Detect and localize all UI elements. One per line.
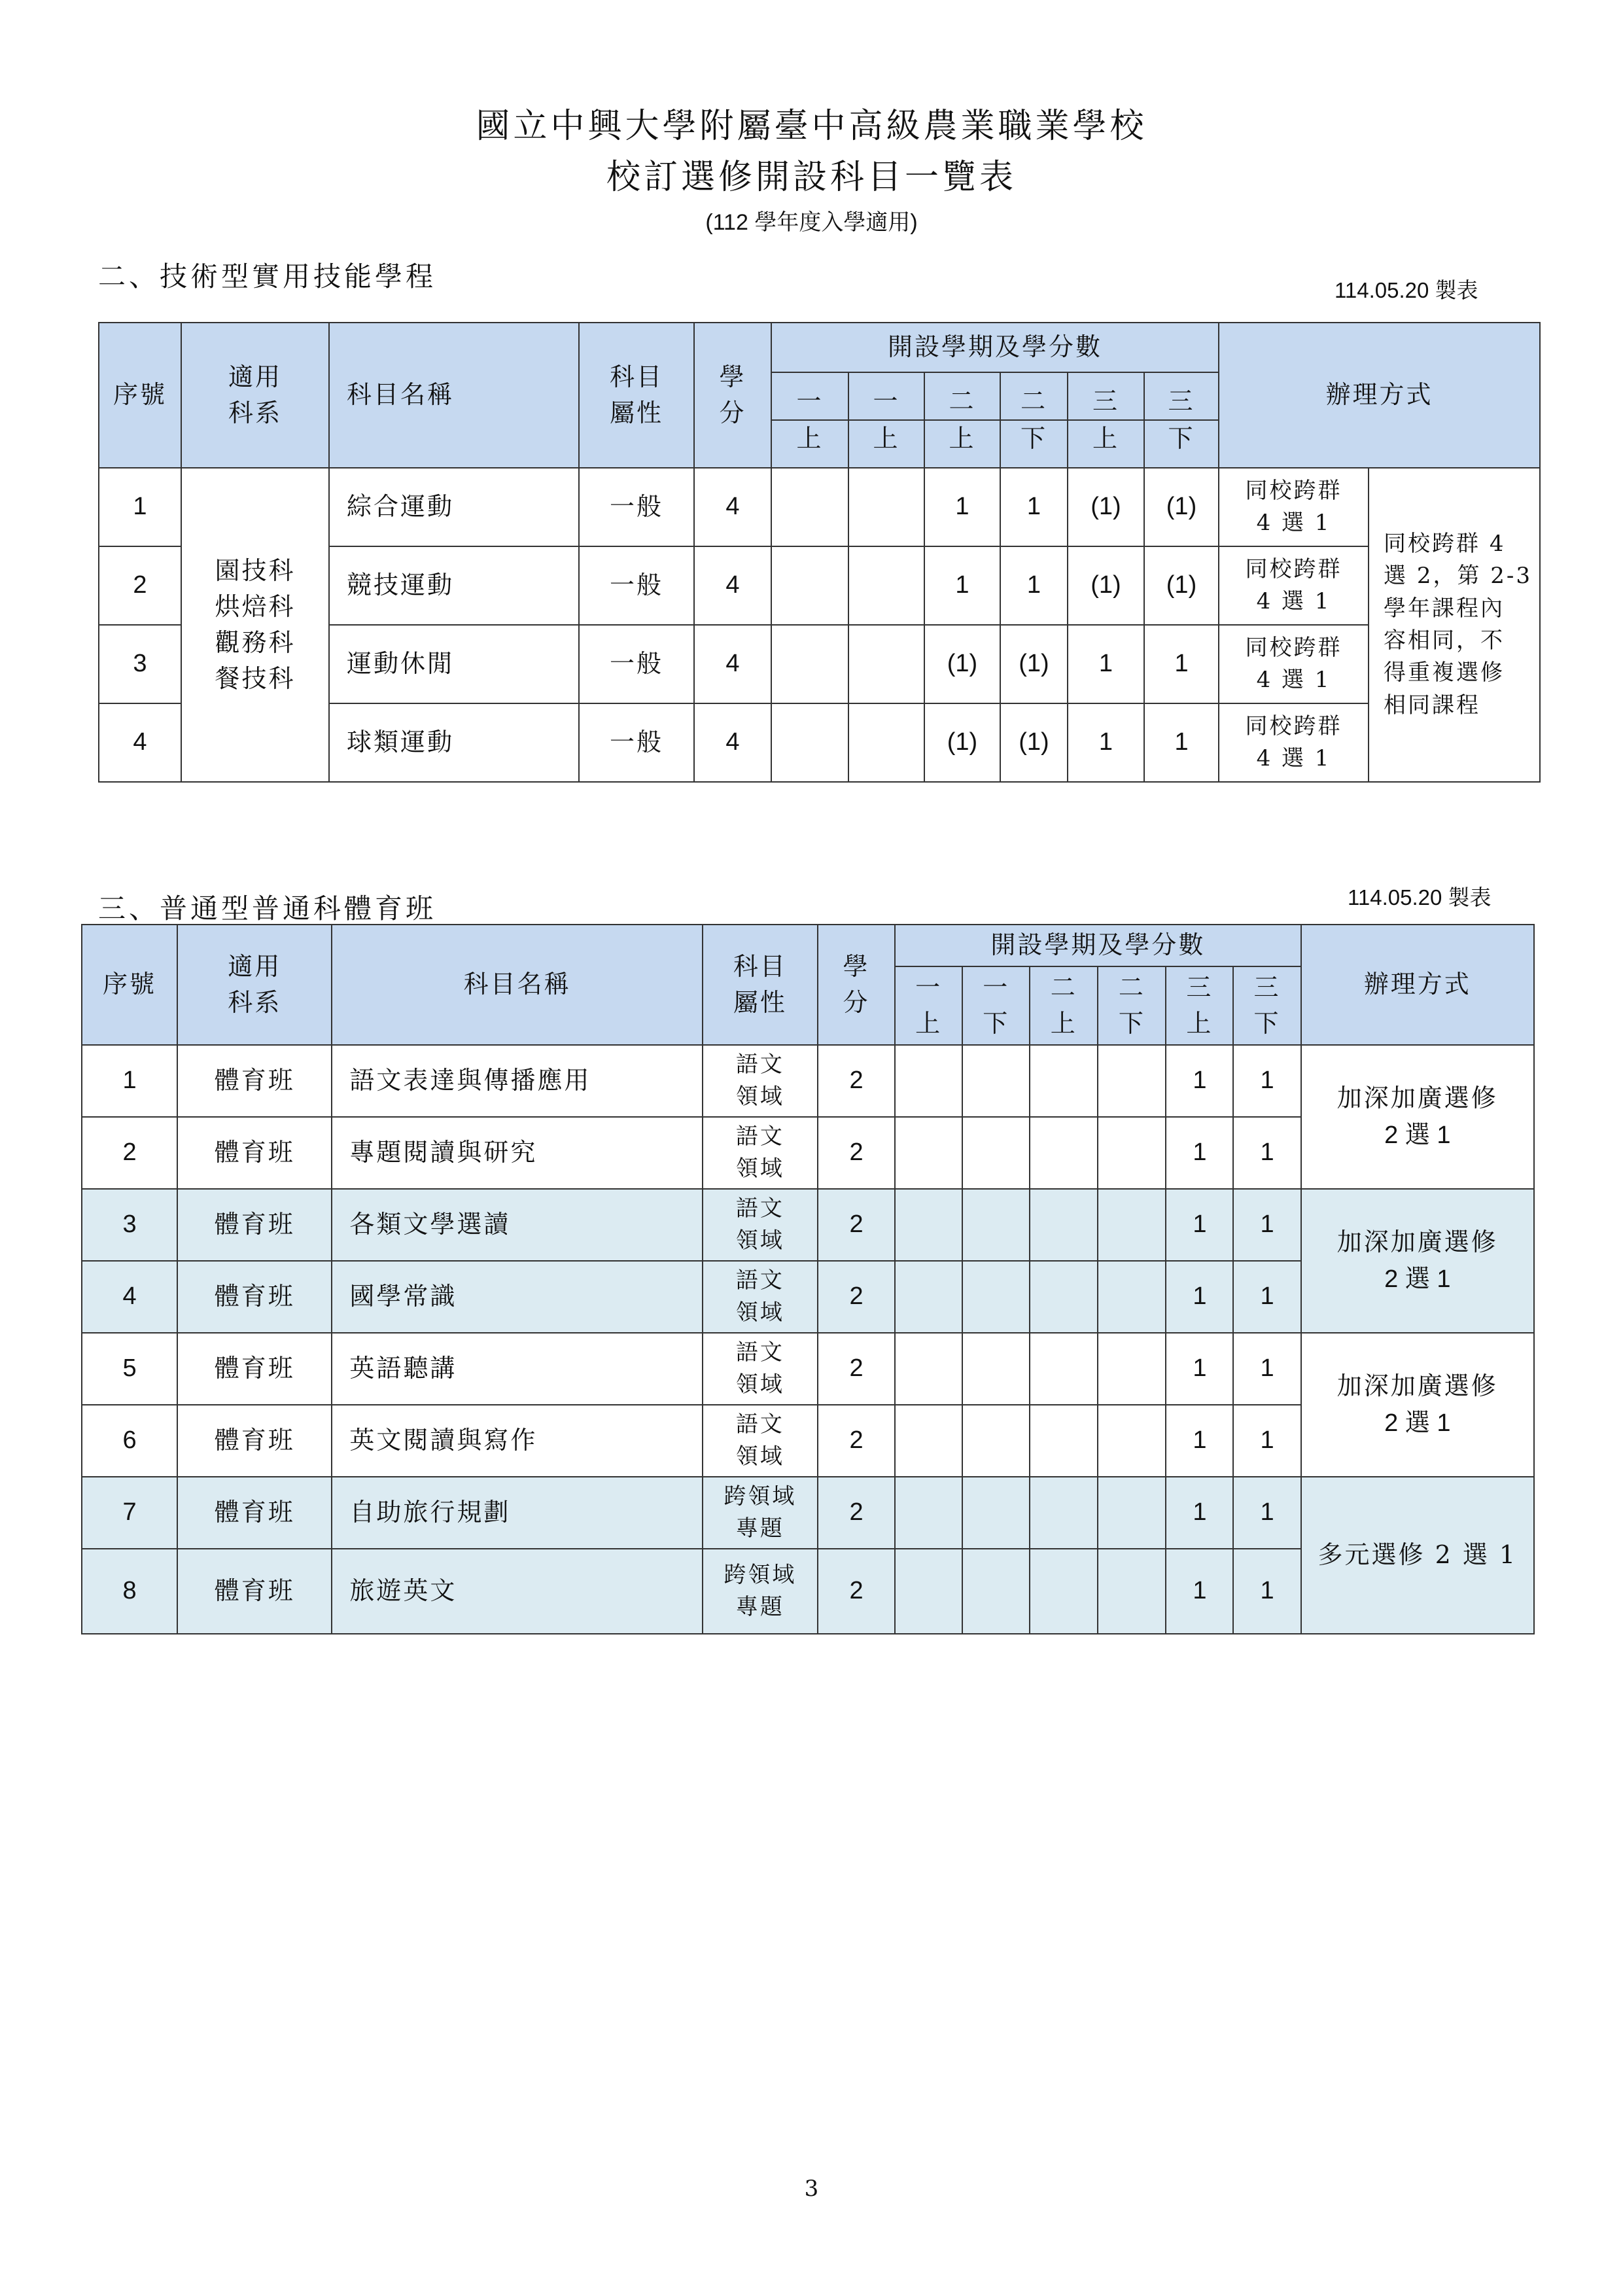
header-sem-4: 二 下 (1000, 372, 1068, 468)
header-seq: 序號 (99, 323, 181, 468)
table-row: 6 體育班 英文閱讀與寫作 語文 領域 2 1 1 (82, 1405, 1534, 1477)
header-sem-1: 一 上 (895, 966, 962, 1045)
table-row: 7 體育班 自助旅行規劃 跨領域 專題 2 1 1 多元選修 2 選 1 (82, 1477, 1534, 1549)
table-row: 3 體育班 各類文學選讀 語文 領域 2 1 1 加深加廣選修 2 選 1 (82, 1189, 1534, 1261)
header-sem-2: 一 上 (848, 372, 924, 468)
table-row: 8 體育班 旅遊英文 跨領域 專題 2 1 1 (82, 1549, 1534, 1634)
header-method: 辦理方式 (1219, 323, 1540, 468)
method-cell: 多元選修 2 選 1 (1301, 1477, 1534, 1634)
table-row: 3 運動休閒 一般 4 (1) (1) 1 1 同校跨群 4 選 1 (99, 625, 1540, 703)
header-sem-5: 三 上 (1166, 966, 1233, 1045)
section2-date: 114.05.20 製表 (1335, 278, 1478, 302)
header-dept: 適用 科系 (181, 323, 329, 468)
table-row: 1 園技科 烘焙科 觀務科 餐技科 綜合運動 一般 4 1 1 (1) (1) 同校跨群 4 選 1 同校跨群 4 選 2，第 2-3 學年課程內 容相同，不 得重複選修 相同課程 (99, 468, 1540, 546)
method-cell: 加深加廣選修 2 選 1 (1301, 1333, 1534, 1477)
header-sem-6: 三 下 (1144, 372, 1219, 468)
header-sem-1: 一 上 (771, 372, 848, 468)
table-row: 1 體育班 語文表達與傳播應用 語文 領域 2 1 1 加深加廣選修 2 選 1 (82, 1045, 1534, 1117)
header-semesters: 開設學期及學分數 (771, 323, 1219, 372)
header-sem-6: 三 下 (1233, 966, 1300, 1045)
header-semesters: 開設學期及學分數 (895, 925, 1300, 966)
method-cell: 加深加廣選修 2 選 1 (1301, 1045, 1534, 1189)
section3-heading: 三、普通型普通科體育班 (98, 892, 437, 925)
table-row: 5 體育班 英語聽講 語文 領域 2 1 1 加深加廣選修 2 選 1 (82, 1333, 1534, 1405)
header-sem-4: 二 下 (1098, 966, 1166, 1045)
header-sem-3: 二 上 (1030, 966, 1098, 1045)
document-title: 校訂選修開設科目一覽表 (606, 158, 1017, 197)
section3-date: 114.05.20 製表 (1348, 885, 1492, 910)
header-dept: 適用 科系 (177, 925, 332, 1045)
method-cell: 加深加廣選修 2 選 1 (1301, 1189, 1534, 1333)
header-attribute: 科目 屬性 (579, 323, 694, 468)
section3-table (81, 924, 1535, 1634)
header-attribute: 科目 屬性 (703, 925, 818, 1045)
header-credit: 學 分 (818, 925, 895, 1045)
section2-table (98, 322, 1541, 783)
table-row: 4 球類運動 一般 4 (1) (1) 1 1 同校跨群 4 選 1 (99, 703, 1540, 782)
table-row: 4 體育班 國學常識 語文 領域 2 1 1 (82, 1261, 1534, 1333)
header-seq: 序號 (82, 925, 177, 1045)
dept-cell: 園技科 烘焙科 觀務科 餐技科 (181, 468, 329, 782)
header-method: 辦理方式 (1301, 925, 1534, 1045)
header-sem-2: 一 下 (962, 966, 1030, 1045)
section2-note: 同校跨群 4 選 2，第 2-3 學年課程內 容相同，不 得重複選修 相同課程 (1369, 468, 1540, 782)
table-row: 2 競技運動 一般 4 1 1 (1) (1) 同校跨群 4 選 1 (99, 546, 1540, 625)
section2-heading: 二、技術型實用技能學程 (98, 260, 437, 292)
header-subject-name: 科目名稱 (332, 925, 703, 1045)
school-name: 國立中興大學附屬臺中高級農業職業學校 (476, 107, 1147, 146)
header-sem-3: 二 上 (924, 372, 1000, 468)
header-sem-5: 三 上 (1068, 372, 1144, 468)
document-subtitle: (112 學年度入學適用) (705, 210, 918, 235)
header-credit: 學 分 (694, 323, 771, 468)
page-number: 3 (804, 2176, 819, 2202)
header-subject-name: 科目名稱 (329, 323, 579, 468)
table-row: 2 體育班 專題閱讀與研究 語文 領域 2 1 1 (82, 1117, 1534, 1189)
